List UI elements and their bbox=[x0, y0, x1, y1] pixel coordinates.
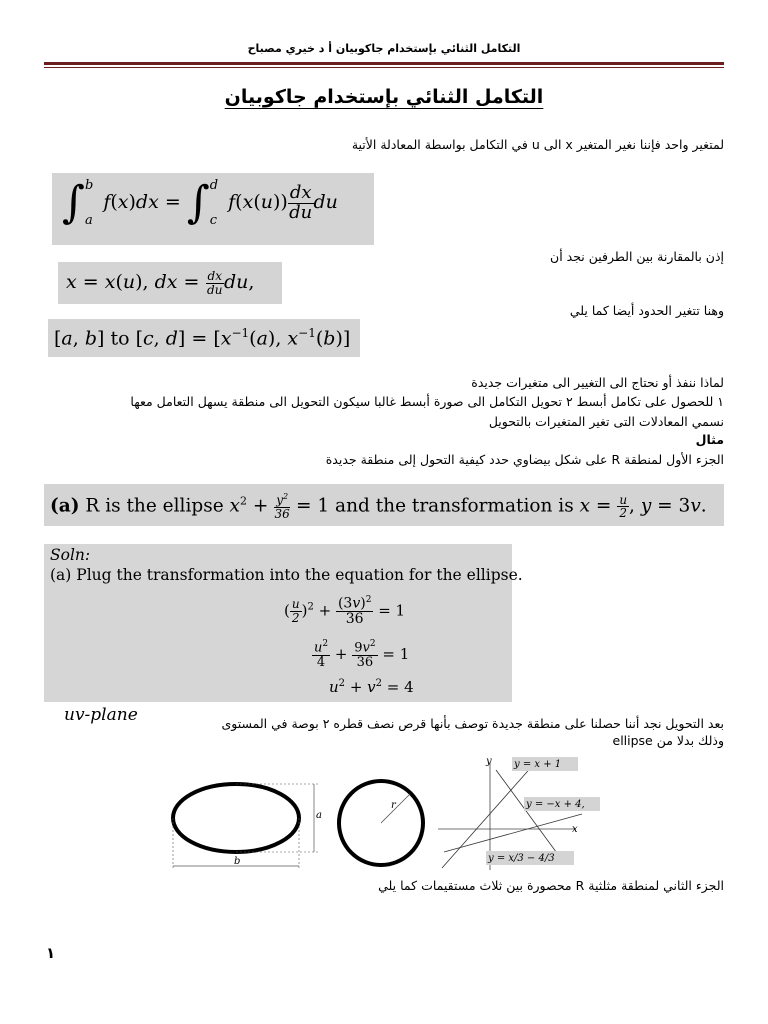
triangle-region-figure bbox=[436, 756, 604, 872]
circle-figure bbox=[336, 774, 428, 872]
header-rule-thin bbox=[44, 67, 724, 68]
naming-text: نسمي المعادلات التى تغير المتغيرات بالتحويل bbox=[488, 414, 724, 429]
substitution-relation: x = x(u), dx = $\frac{dx}{du}$ du, bbox=[58, 262, 282, 304]
soln-equation-2: $\frac{u^2}{4}$ + $\frac{9v^2}{36}$ = 1 bbox=[314, 639, 410, 670]
line1-label: y = x + 1 bbox=[514, 759, 562, 770]
line-y-eq-neg-x-plus-4 bbox=[496, 770, 562, 860]
running-header: التكامل الثنائي بإستخدام جاكوبيان أ د خيري مصباح bbox=[247, 42, 521, 55]
part2-text: الجزء الثاني لمنطقة مثلثية R محصورة بين ثلاث مستقيمات كما يلي bbox=[378, 878, 724, 893]
part1-text: الجزء الأول لمنطقة R على شكل بيضاوي حدد كيفية التحول إلى منطقة جديدة bbox=[325, 452, 724, 467]
soln-equation-3: $u^2 + v^2 = 4$ bbox=[329, 678, 414, 696]
ellipse-a-label: a bbox=[316, 810, 322, 821]
example-label: مثال bbox=[695, 432, 724, 447]
header-rule bbox=[44, 62, 724, 65]
page-number: ١ bbox=[46, 944, 56, 962]
soln-step: (a) Plug the transformation into the equation for the ellipse. bbox=[50, 566, 523, 584]
line3-label: y = x/3 − 4/3 bbox=[488, 853, 555, 864]
intro-text: لمتغير واحد فإننا نغير المتغير x الى u في التكامل بواسطة المعادلة الأتية bbox=[351, 137, 724, 152]
line2-label: y = −x + 4, bbox=[526, 799, 585, 810]
circle-r-label: r bbox=[391, 800, 396, 811]
solution-box bbox=[44, 544, 523, 702]
bounds-text: وهنا تتغير الحدود أيضا كما يلي bbox=[569, 303, 724, 318]
reasons-text: ١ للحصول على تكامل أبسط ٢ تحويل التكامل الى صورة أبسط غالبا سيكون التحويل الى منطقة يسهل التعامل معها bbox=[130, 394, 724, 409]
after-transform-text: بعد التحويل نجد أننا حصلنا على منطقة جديدة توصف بأنها قرص نصف قطره ٢ بوصة في المستوى bbox=[221, 716, 724, 731]
line-y-eq-x-third bbox=[444, 814, 582, 852]
soln-equation-1: ( $\frac{u}{2}$ )$^2$ + $\frac{(3v)^2}{36}$ = 1 bbox=[284, 595, 406, 628]
x-axis-label: x bbox=[572, 824, 578, 835]
page-title: التكامل الثنائي بإستخدام جاكوبيان bbox=[224, 86, 544, 108]
ellipse-b-label: b bbox=[234, 856, 241, 867]
integral-substitution-formula: ∫ b a f(x)dx = ∫ d c f(x(u)) $\frac{dx}{du}$ du bbox=[52, 173, 374, 245]
bounds-mapping: [a, b] to [c, $d] = [x^{-1}(a)$, $x^{-1}(b)$] bbox=[48, 319, 360, 357]
problem-statement: (a) R is the ellipse $x^2$ + $\frac{y^2}{36}$ = 1 and the transformation is x = $\frac{u}{2}$ , y = 3v. bbox=[44, 484, 724, 526]
comparison-text: إذن بالمقارنة بين الطرفين نجد أن bbox=[550, 249, 724, 264]
ellipse-figure bbox=[168, 778, 330, 878]
instead-of-text: وذلك بدلا من ellipse bbox=[612, 733, 724, 748]
y-axis-label: y bbox=[486, 756, 492, 767]
uv-plane-label: uv-plane bbox=[64, 705, 138, 725]
soln-label: Soln: bbox=[50, 546, 91, 564]
why-text: لماذا ننفذ أو نحتاج الى التغيير الى متغيرات جديدة bbox=[471, 375, 724, 390]
ellipse-shape bbox=[173, 784, 299, 852]
